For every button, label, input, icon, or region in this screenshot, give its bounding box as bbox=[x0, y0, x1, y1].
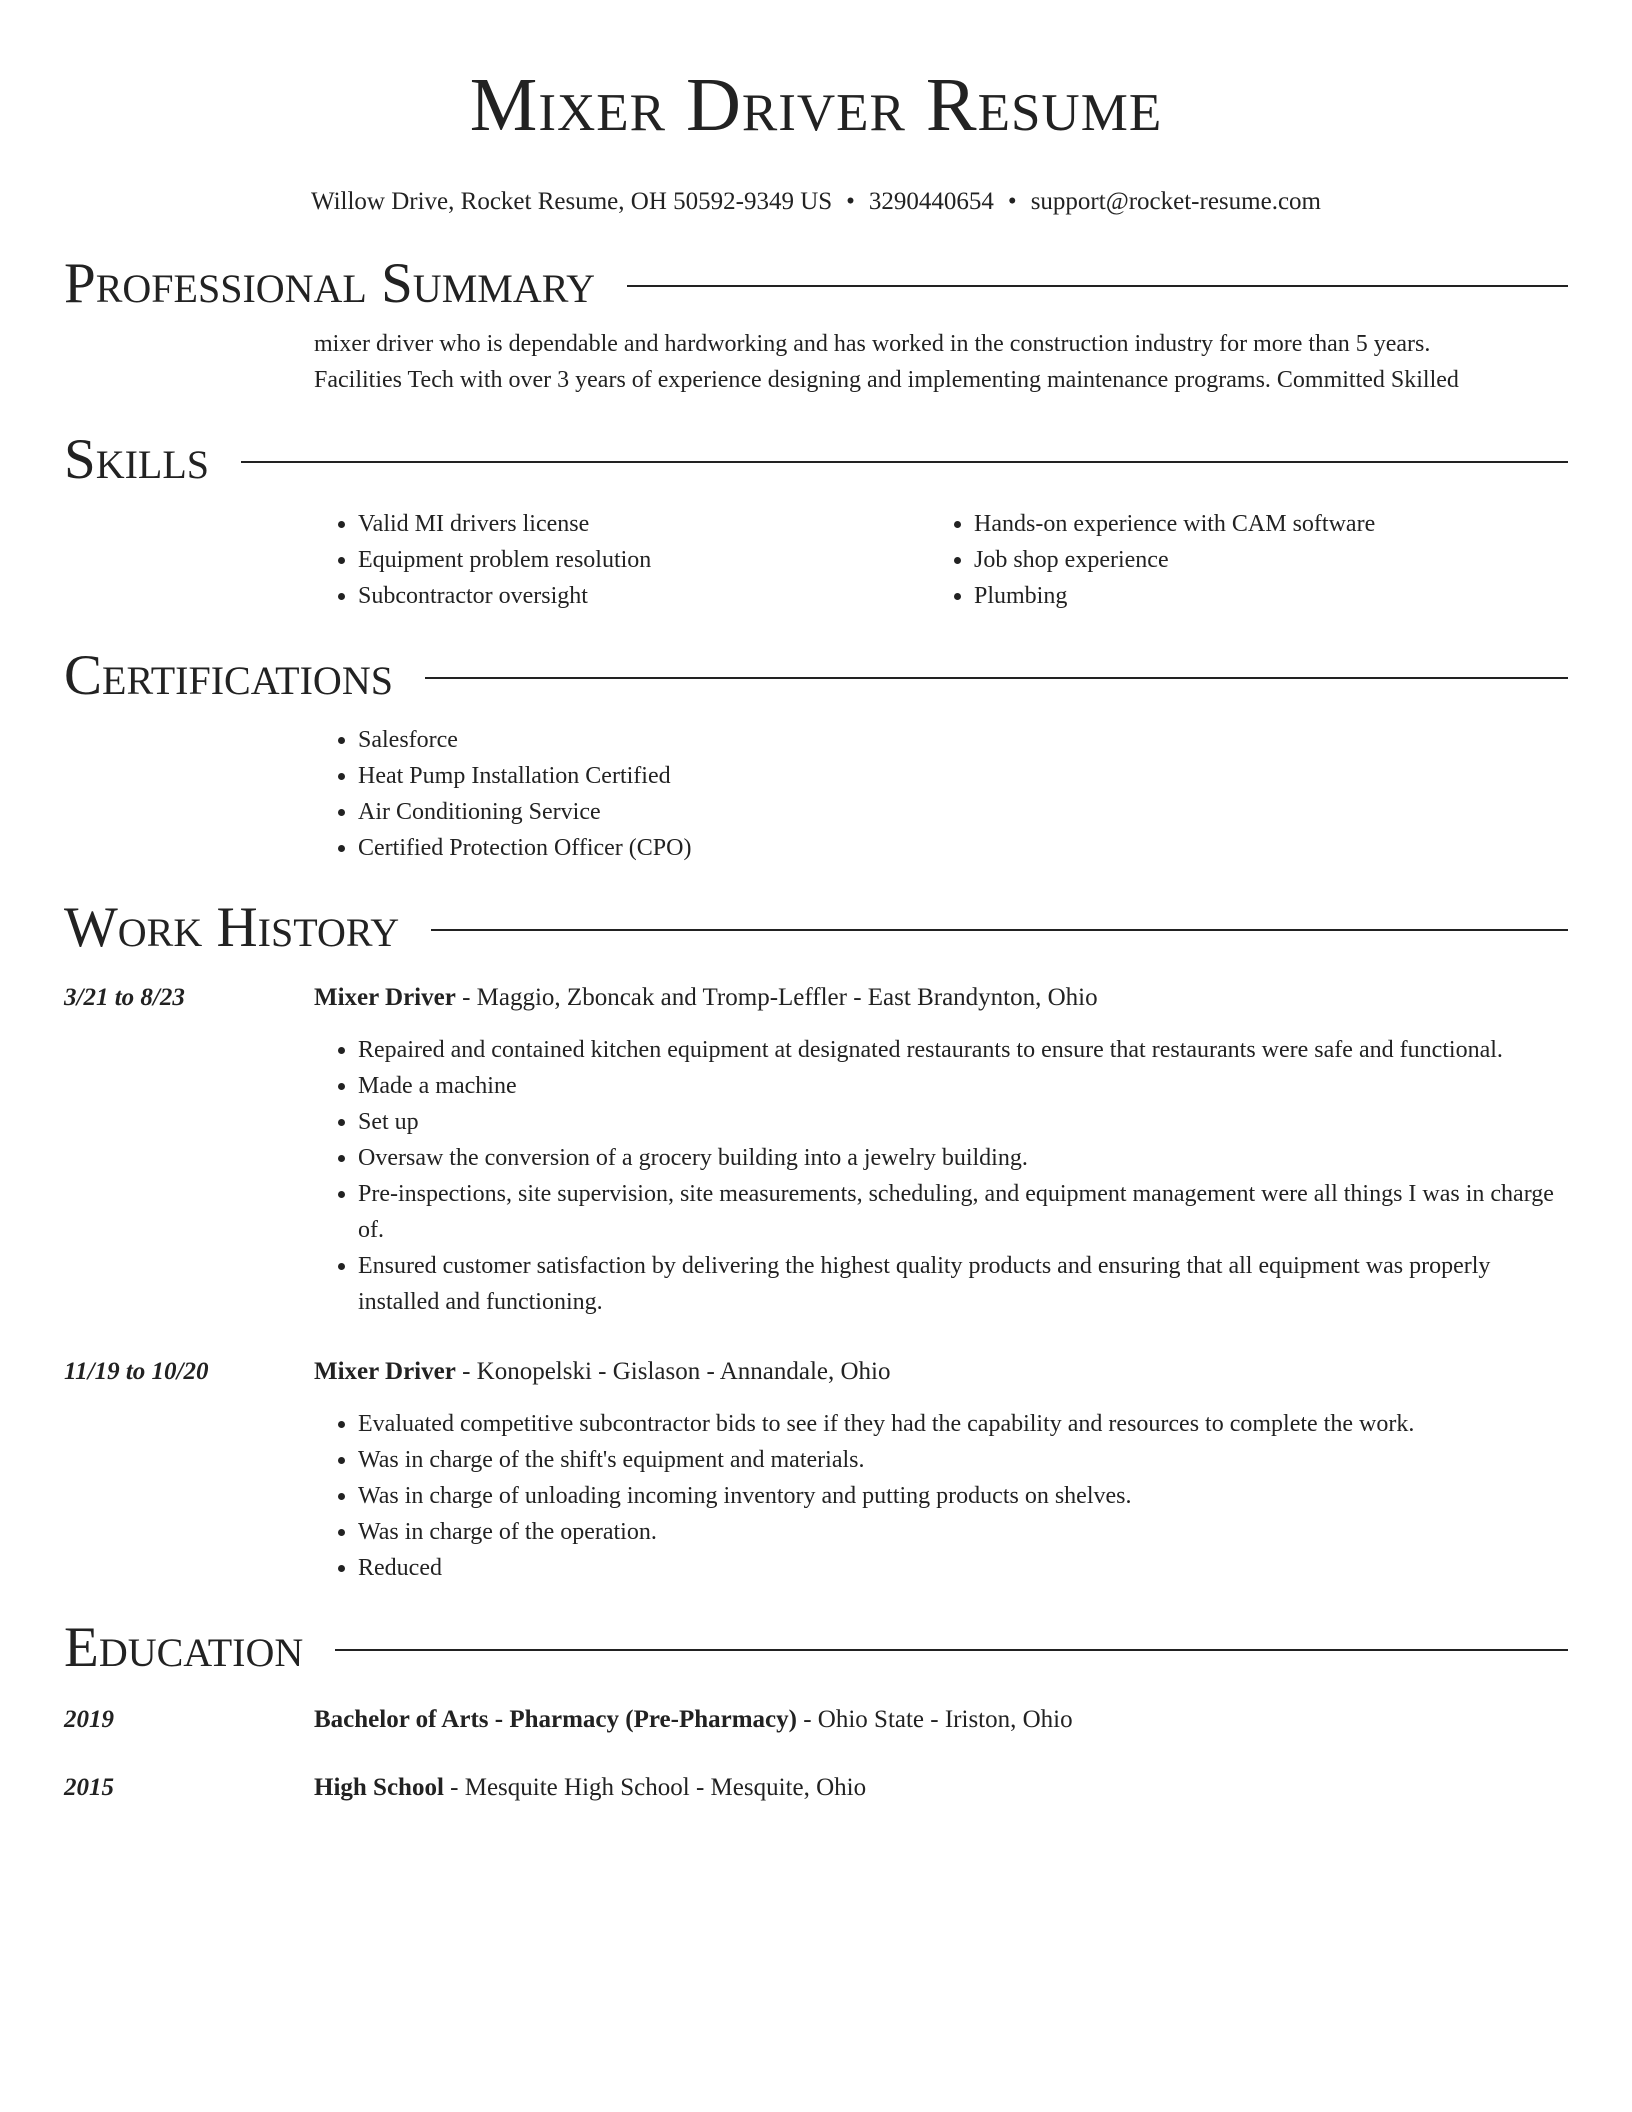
work-employer: - Maggio, Zboncak and Tromp-Leffler - East Brandynton, Ohio bbox=[455, 984, 1098, 1011]
skills-column-left bbox=[314, 506, 930, 614]
work-duties bbox=[314, 1406, 1568, 1586]
skill-item: • Equipment problem resolution bbox=[358, 542, 930, 578]
summary-section-title: Professional Summary bbox=[64, 252, 596, 315]
duty-item: • Was in charge of unloading incoming inventory and putting products on shelves. bbox=[358, 1478, 1568, 1514]
education-date: 2019 bbox=[64, 1706, 114, 1733]
duty-item: • Made a machine bbox=[358, 1068, 1568, 1104]
certification-item: • Air Conditioning Service bbox=[358, 794, 1568, 830]
work-date: 3/21 to 8/23 bbox=[64, 984, 185, 1011]
work-entry bbox=[64, 980, 1568, 1320]
duty-item: • Oversaw the conversion of a grocery building into a jewelry building. bbox=[358, 1140, 1568, 1176]
duty-item: • Was in charge of the shift's equipment and materials. bbox=[358, 1442, 1568, 1478]
contact-separator: • bbox=[1007, 188, 1017, 215]
duty-item: • Repaired and contained kitchen equipment at designated restaurants to ensure that restaurants were safe and functional. bbox=[358, 1032, 1568, 1068]
education-section-title: Education bbox=[64, 1616, 304, 1679]
duty-item: • Was in charge of the operation. bbox=[358, 1514, 1568, 1550]
duty-item: • Evaluated competitive subcontractor bids to see if they had the capability and resources to complete the work. bbox=[358, 1406, 1568, 1442]
education-section-header bbox=[64, 1616, 1568, 1680]
skills-list bbox=[314, 506, 1568, 614]
education-entry bbox=[64, 1770, 1568, 1806]
skills-section-title: Skills bbox=[64, 428, 210, 491]
work-role: Mixer Driver bbox=[314, 1358, 456, 1385]
certifications-list bbox=[314, 722, 1568, 866]
work-section-header bbox=[64, 896, 1568, 960]
school-details: - Mesquite High School - Mesquite, Ohio bbox=[443, 1774, 867, 1801]
summary-line: mixer driver who is dependable and hardworking and has worked in the construction industry for more than 5 years. bbox=[314, 331, 1431, 357]
work-entry bbox=[64, 1354, 1568, 1586]
school-details: - Ohio State - Iriston, Ohio bbox=[796, 1706, 1073, 1733]
work-position bbox=[314, 1354, 1568, 1390]
skill-item: • Valid MI drivers license bbox=[358, 506, 930, 542]
work-position bbox=[314, 980, 1568, 1016]
contact-line bbox=[64, 186, 1568, 218]
certification-item: • Salesforce bbox=[358, 722, 1568, 758]
duty-item: • Set up bbox=[358, 1104, 1568, 1140]
certifications-section-title: Certifications bbox=[64, 644, 393, 707]
resume-header bbox=[64, 0, 1568, 218]
skills-section-header bbox=[64, 428, 1568, 492]
certifications-section-header bbox=[64, 644, 1568, 708]
resume-title: Mixer Driver Resume bbox=[469, 63, 1163, 147]
section-divider bbox=[241, 461, 1568, 463]
duty-item: • Reduced bbox=[358, 1550, 1568, 1586]
contact-phone: 3290440654 bbox=[868, 188, 994, 215]
certification-item: • Certified Protection Officer (CPO) bbox=[358, 830, 1568, 866]
work-role: Mixer Driver bbox=[314, 984, 456, 1011]
work-date: 11/19 to 10/20 bbox=[64, 1358, 209, 1385]
degree-name: Bachelor of Arts - Pharmacy (Pre-Pharmacy) bbox=[314, 1706, 797, 1733]
skills-column-right bbox=[930, 506, 1546, 614]
section-divider bbox=[431, 929, 1568, 931]
certification-item: • Heat Pump Installation Certified bbox=[358, 758, 1568, 794]
education-degree bbox=[314, 1702, 1568, 1738]
summary-section-header bbox=[64, 252, 1568, 316]
skill-item: • Hands-on experience with CAM software bbox=[974, 506, 1546, 542]
contact-separator: • bbox=[846, 188, 855, 215]
education-entry bbox=[64, 1702, 1568, 1738]
skill-item: • Subcontractor oversight bbox=[358, 578, 930, 614]
section-divider bbox=[627, 285, 1568, 287]
skill-item: • Plumbing bbox=[974, 578, 1546, 614]
contact-address: Willow Drive, Rocket Resume, OH 50592-9349 US bbox=[311, 188, 833, 215]
duty-item: • Pre-inspections, site supervision, site measurements, scheduling, and equipment management were all things I was in charge of. bbox=[358, 1176, 1568, 1248]
work-entry-heading bbox=[64, 980, 1568, 1016]
summary-line: Facilities Tech with over 3 years of experience designing and implementing maintenance programs. Committed Skilled bbox=[314, 367, 1459, 393]
work-entry-heading bbox=[64, 1354, 1568, 1390]
section-divider bbox=[335, 1649, 1568, 1651]
work-duties bbox=[314, 1032, 1568, 1320]
degree-name: High School bbox=[314, 1774, 444, 1801]
work-section-title: Work History bbox=[64, 896, 400, 959]
contact-email: support@rocket-resume.com bbox=[1030, 188, 1321, 215]
skill-item: • Job shop experience bbox=[974, 542, 1546, 578]
summary-text bbox=[314, 326, 1568, 398]
duty-item: • Ensured customer satisfaction by delivering the highest quality products and ensuring that all equipment was properly installed and functioning. bbox=[358, 1248, 1568, 1320]
section-divider bbox=[425, 677, 1568, 679]
education-date: 2015 bbox=[64, 1774, 114, 1801]
education-degree bbox=[314, 1770, 1568, 1806]
work-employer: - Konopelski - Gislason - Annandale, Ohio bbox=[455, 1358, 891, 1385]
